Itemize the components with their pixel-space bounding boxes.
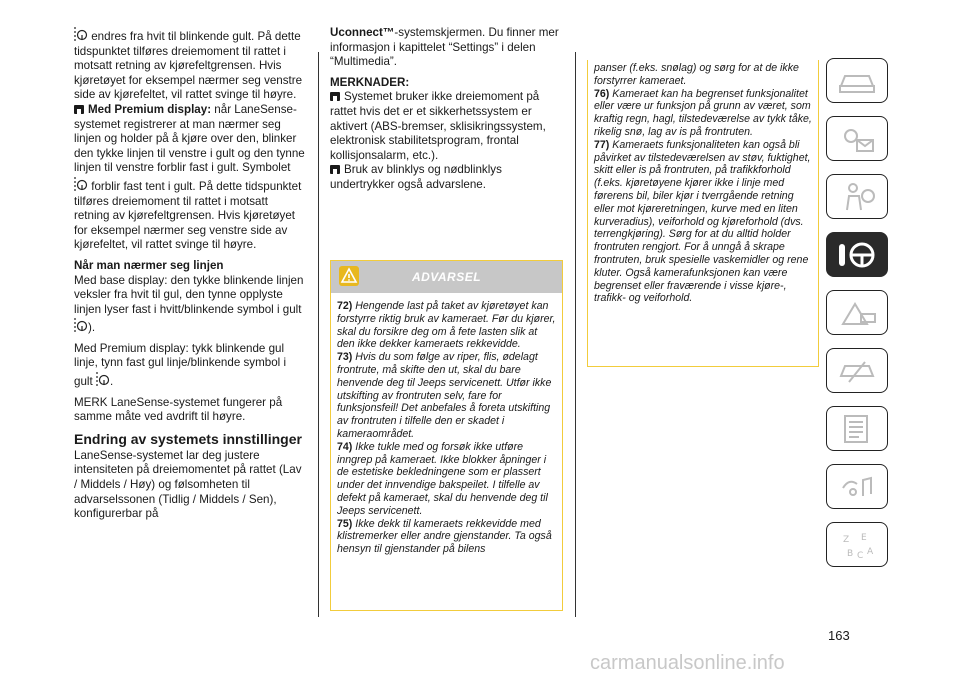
item-number: 74) xyxy=(337,440,353,453)
multimedia-icon xyxy=(835,470,879,504)
tab-safety[interactable] xyxy=(826,174,888,219)
warning-title: ADVARSEL xyxy=(411,270,482,284)
item-text: Ikke dekk til kameraets rekkevidde med klistremerker eller andre gjenstander. Ta også hensyn til gjenstander på bilens xyxy=(337,517,552,556)
warning-continuation-box xyxy=(587,60,819,367)
item-text: Kameraet kan ha begrenset funksjonalitet eller være ur funksjon på grunn av været, som kraftig regn, hagl, tilstedeværelse av tykk tåke, rikelig snø, lag av is på frontruten. xyxy=(594,87,812,138)
item-number: 75) xyxy=(337,517,353,530)
key-steering-wheel-icon xyxy=(835,238,879,272)
text-column-1 xyxy=(74,26,306,522)
car-wrench-icon xyxy=(835,354,879,388)
paragraph-text: . xyxy=(109,375,114,389)
warning-item xyxy=(337,351,556,441)
column-divider xyxy=(318,52,319,617)
warning-item xyxy=(594,88,812,139)
warning-item xyxy=(337,441,556,518)
lane-sense-icon xyxy=(74,176,88,194)
paragraph-text: -systemskjermen. Du finner mer informasjon i kapittelet “Settings” i delen “Multimedia”. xyxy=(330,26,559,69)
alphabet-index-icon xyxy=(835,528,879,562)
warning-item: panser (f.eks. snølag) og sørg for at de ikke forstyrrer kameraet. xyxy=(594,62,799,87)
column-divider xyxy=(575,52,576,617)
page-number: 163 xyxy=(828,628,850,643)
paragraph-text: når LaneSense-systemet registrerer at man nærmer seg linjen og holder på å kjøre over den, blinker den tykke linjen til venstre i gult og den tynne linjen til venstre forblir fast i gult. Symbolet xyxy=(74,102,305,175)
tab-lights[interactable] xyxy=(826,116,888,161)
note-icon xyxy=(330,92,340,101)
warning-box xyxy=(330,260,563,611)
lane-sense-icon xyxy=(74,317,88,335)
lane-sense-icon xyxy=(96,371,110,389)
note-item xyxy=(330,90,562,163)
specs-list-icon xyxy=(835,412,879,446)
tab-index[interactable] xyxy=(826,522,888,567)
warning-item xyxy=(594,139,812,305)
tab-driving[interactable] xyxy=(826,232,888,277)
item-number: 72) xyxy=(337,300,353,312)
paragraph xyxy=(74,274,306,336)
item-text: Hvis du som følge av riper, flis, ødelagt frontrute, må skifte den ut, skal du bare henvende deg til Jeeps servicenett. Utfør ikke utskifting av frontruten selv, fare for funksjonsfeil! Det anbefales å foreta utskifting av frontruten i tilfelle den er skadet i kameraområdet. xyxy=(337,351,552,440)
warning-triangle-car-icon xyxy=(835,296,879,330)
note-text: Systemet bruker ikke dreiemoment på rattet hvis det er et sikkerhetssystem er aktivert (ABS-bremser, sklisikringssystem, elektronisk stabilitetsprogram, frontal kollisjonsalarm, etc.). xyxy=(330,90,546,162)
label: Med Premium display: xyxy=(88,102,212,116)
svg-text:A: A xyxy=(867,546,874,557)
section-heading: MERKNADER: xyxy=(330,75,410,89)
text-column-2 xyxy=(330,26,562,193)
svg-text:Z: Z xyxy=(843,534,850,545)
tab-dashboard[interactable] xyxy=(826,58,888,103)
paragraph xyxy=(330,26,562,70)
svg-text:B: B xyxy=(847,548,854,559)
paragraph xyxy=(74,26,306,103)
paragraph-text: forblir fast tent i gult. På dette tidspunktet tilføres dreiemoment til rattet i motsatt retning av kjørefeltgrensen. Hvis kjøretøyet for eksempel nærmer seg venstre side av kjørefeltet, vil rattet svinge til høyre. xyxy=(74,179,302,252)
svg-text:E: E xyxy=(861,532,867,543)
warning-body xyxy=(331,293,562,556)
paragraph-text: endres fra hvit til blinkende gult. På dette tidspunktet tilføres dreiemoment til rattet i motsatt retning av kjørefeltgrensen. Hvis kjøretøyet for eksempel nærmer seg venstre side av kjørefeltet, vil rattet svinge til høyre. xyxy=(74,30,303,102)
section-heading: Endring av systemets innstillinger xyxy=(74,430,302,447)
brand-name: Uconnect™ xyxy=(330,26,395,39)
item-text: Ikke tukle med og forsøk ikke utføre inngrep på kameraet. Ikke blokker åpninger i de estetiske bekledningene som er plassert under det innvendige bakspeilet. I tilfelle av defekt på kameraet, skal du henvende deg til Jeeps servicenett. xyxy=(337,440,548,517)
paragraph-text: Med base display: den tykke blinkende linjen veksler fra hvit til gul, den tynne opplyste linjen lyser fast i hvitt/blinkende symbol i gult xyxy=(74,273,304,316)
note-text: Bruk av blinklys og nødblinklys undertrykker også advarslene. xyxy=(330,163,502,191)
item-number: 76) xyxy=(594,87,610,100)
paragraph xyxy=(74,342,306,390)
tab-multimedia[interactable] xyxy=(826,464,888,509)
warning-item xyxy=(337,300,556,351)
warning-body xyxy=(588,60,818,305)
chapter-tabs xyxy=(826,58,890,580)
paragraph xyxy=(74,103,306,253)
note-item xyxy=(330,163,562,192)
display-icon xyxy=(74,105,84,114)
watermark-text: carmanualsonline.info xyxy=(590,652,785,674)
car-dashboard-icon xyxy=(835,64,879,98)
section-heading: Når man nærmer seg linjen xyxy=(74,258,224,272)
paragraph-text: Med Premium display: tykk blinkende gul linje, tynn fast gul linje/blinkende symbol i gult xyxy=(74,341,287,389)
svg-text:C: C xyxy=(857,550,864,561)
tab-emergency[interactable] xyxy=(826,290,888,335)
item-number: 73) xyxy=(337,351,353,364)
item-text: Hengende last på taket av kjøretøyet kan forstyrre riktig bruk av kameraet. Før du kjører, skal du forsikre deg om å fete lasten slik at den ikke dekker kameraets rekkevidde. xyxy=(337,300,556,351)
lane-sense-icon xyxy=(74,26,88,44)
paragraph-text: ). xyxy=(88,321,96,335)
paragraph: MERK LaneSense-systemet fungerer på samme måte ved avdrift til høyre. xyxy=(74,395,283,424)
paragraph: LaneSense-systemet lar deg justere intensiteten på dreiemomentet på rattet (Lav / Middels / Høy) og følsomheten til advarselssonen (Tidlig / Middels / Sen), konfigurerbar på xyxy=(74,448,302,521)
seatbelt-airbag-icon xyxy=(835,180,879,214)
item-number: 77) xyxy=(594,138,610,151)
tab-maintenance[interactable] xyxy=(826,348,888,393)
warning-header xyxy=(331,261,562,293)
light-envelope-icon xyxy=(835,122,879,156)
tab-specifications[interactable] xyxy=(826,406,888,451)
warning-item xyxy=(337,518,556,556)
note-icon xyxy=(330,165,340,174)
item-text: Kameraets funksjonaliteten kan også bli påvirket av tilstedeværelsen av støv, fuktighet, skitt eller is på frontruten, på trafikkforhold (f.eks. kjøretøyene kjører ikke i linje med førerens bil, biler kjør i tverrgående retning eller mot kjøreretningen, kurve med en liten kurveradius), veiforhold og kjøreforhold (dvs. terrengkjøring). Sørg for at du alltid holder frontruten rengjort. For å unngå å skrape frontruten, bruk spesielle vaskemidler og rene kluter. Også kamerafunksjonen kan være begrenset eller fraværende i visse kjøre-, trafikk- og veiforhold. xyxy=(594,138,811,305)
